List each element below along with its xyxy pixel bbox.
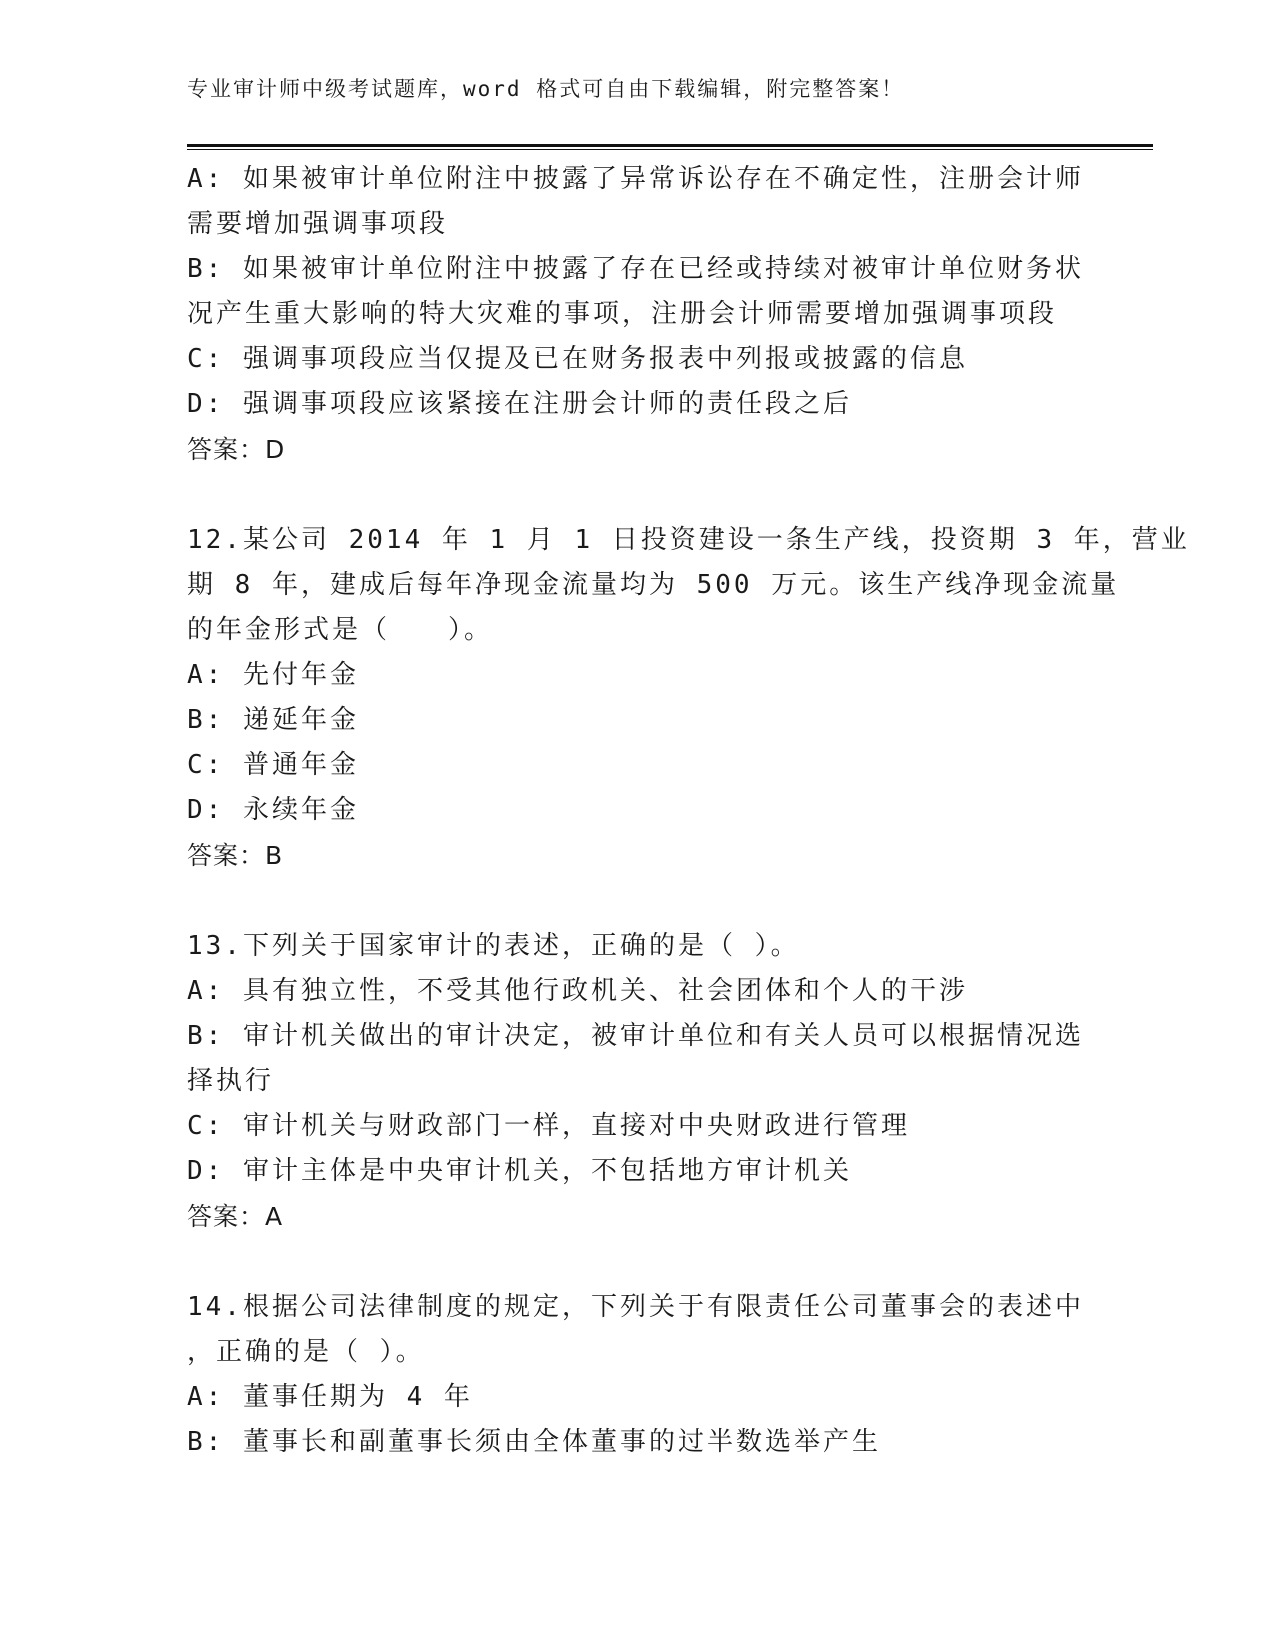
q12-stem-line1: 12.某公司 2014 年 1 月 1 日投资建设一条生产线，投资期 3 年，营业 <box>187 525 1190 555</box>
q12-stem-line3: 的年金形式是（ ）。 <box>187 615 494 645</box>
q13-stem: 13.下列关于国家审计的表述，正确的是（ ）。 <box>187 931 800 961</box>
question-14-block <box>187 1285 1087 1465</box>
q13-option-d: D: 审计主体是中央审计机关，不包括地方审计机关 <box>187 1156 852 1186</box>
q14-option-a: A: 董事任期为 4 年 <box>187 1382 473 1412</box>
header-divider-thick <box>187 144 1153 147</box>
q11-option-c: C: 强调事项段应当仅提及已在财务报表中列报或披露的信息 <box>187 344 968 374</box>
q13-answer: 答案：A <box>187 1202 284 1231</box>
q13-option-b-line1: B: 审计机关做出的审计决定，被审计单位和有关人员可以根据情况选 <box>187 1021 1084 1051</box>
q12-option-d: D: 永续年金 <box>187 795 359 825</box>
q11-option-d: D: 强调事项段应该紧接在注册会计师的责任段之后 <box>187 389 852 419</box>
q12-option-c: C: 普通年金 <box>187 750 359 780</box>
q13-option-b-line2: 择执行 <box>187 1066 275 1096</box>
spacer <box>187 472 1087 518</box>
header-divider <box>187 144 1153 151</box>
spacer <box>187 1239 1087 1285</box>
q13-option-a: A: 具有独立性，不受其他行政机关、社会团体和个人的干涉 <box>187 976 968 1006</box>
q12-option-b: B: 递延年金 <box>187 705 359 735</box>
q14-stem-line1: 14.根据公司法律制度的规定，下列关于有限责任公司董事会的表述中 <box>187 1292 1084 1322</box>
q12-stem-line2: 期 8 年，建成后每年净现金流量均为 500 万元。该生产线净现金流量 <box>187 570 1120 600</box>
q14-option-b: B: 董事长和副董事长须由全体董事的过半数选举产生 <box>187 1427 881 1457</box>
page-header: 专业审计师中级考试题库，word 格式可自由下载编辑，附完整答案！ <box>187 77 905 101</box>
question-12-block <box>187 518 1190 878</box>
q12-option-a: A: 先付年金 <box>187 660 359 690</box>
document-body <box>187 157 1190 1465</box>
q11-option-b-line1: B: 如果被审计单位附注中披露了存在已经或持续对被审计单位财务状 <box>187 254 1084 284</box>
question-13-block <box>187 924 1087 1239</box>
header-divider-thin <box>187 149 1153 150</box>
q14-stem-line2: ，正确的是（ ）。 <box>187 1337 425 1367</box>
spacer <box>187 878 1087 924</box>
q11-option-a-line2: 需要增加强调事项段 <box>187 209 449 239</box>
q11-answer: 答案：D <box>187 435 286 464</box>
q11-option-b-line2: 况产生重大影响的特大灾难的事项，注册会计师需要增加强调事项段 <box>187 299 1058 329</box>
question-11-block <box>187 157 1087 472</box>
q13-option-c: C: 审计机关与财政部门一样，直接对中央财政进行管理 <box>187 1111 910 1141</box>
q12-answer: 答案：B <box>187 841 284 870</box>
q11-option-a-line1: A: 如果被审计单位附注中披露了异常诉讼存在不确定性，注册会计师 <box>187 164 1084 194</box>
